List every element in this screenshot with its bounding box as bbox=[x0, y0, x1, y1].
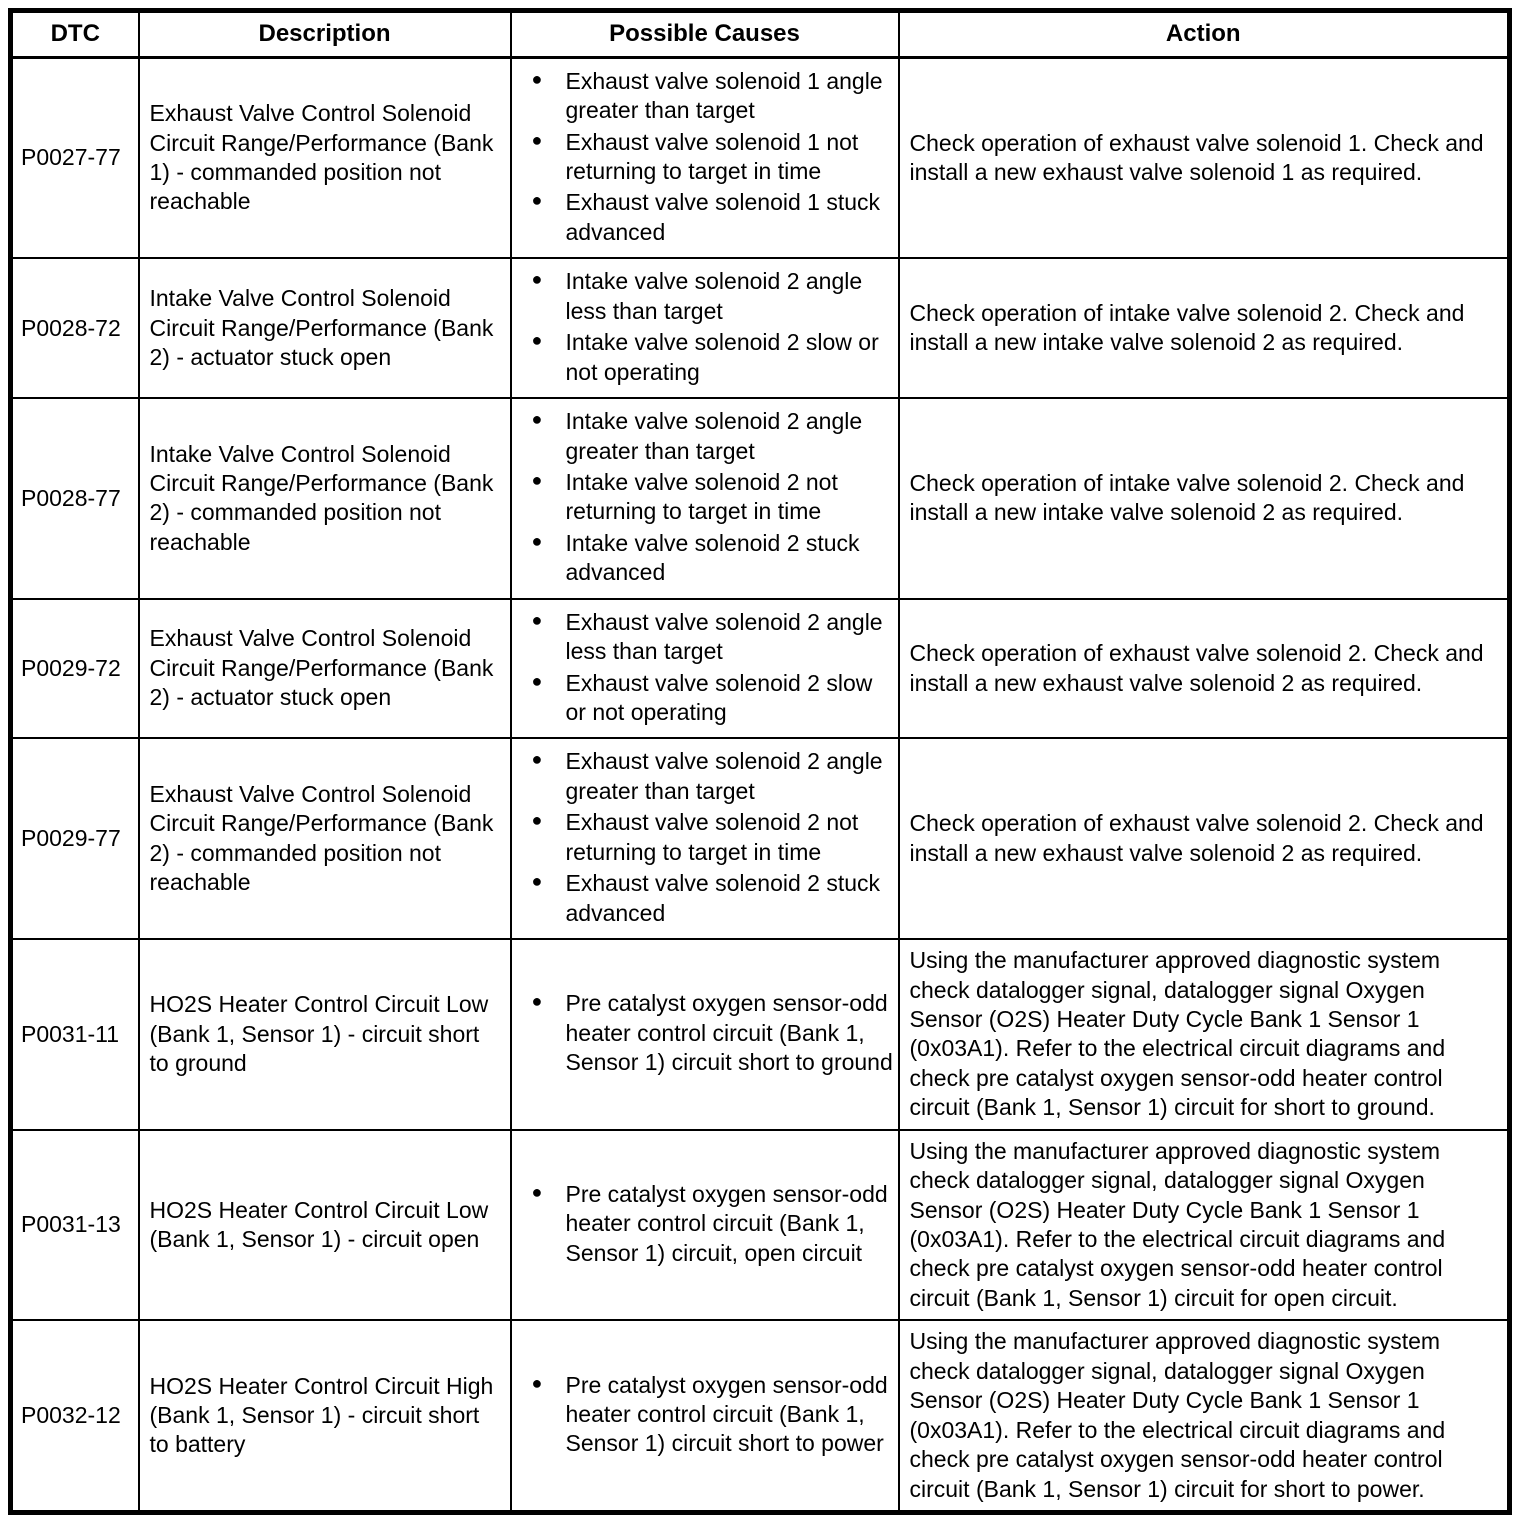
action-cell: Check operation of exhaust valve solenoid 2. Check and install a new exhaust valve solenoid 2 as required. bbox=[899, 599, 1510, 739]
table-row bbox=[11, 398, 1510, 599]
cause-item: ● Exhaust valve solenoid 2 angle greater than target bbox=[518, 747, 894, 806]
cause-item: ● Exhaust valve solenoid 1 angle greater than target bbox=[518, 67, 894, 126]
causes-cell bbox=[511, 738, 899, 939]
dtc-cell: P0028-72 bbox=[11, 258, 139, 398]
causes-cell bbox=[511, 1130, 899, 1321]
header-row bbox=[11, 11, 1510, 58]
action-cell: Check operation of intake valve solenoid 2. Check and install a new intake valve solenoid 2 as required. bbox=[899, 398, 1510, 599]
header-dtc: DTC bbox=[11, 11, 139, 58]
cause-item: ● Intake valve solenoid 2 not returning to target in time bbox=[518, 468, 894, 527]
cause-item: ● Pre catalyst oxygen sensor-odd heater control circuit (Bank 1, Sensor 1) circuit, open circuit bbox=[518, 1180, 894, 1268]
header-action: Action bbox=[899, 11, 1510, 58]
dtc-cell: P0032-12 bbox=[11, 1320, 139, 1512]
causes-cell bbox=[511, 57, 899, 258]
cause-item: ● Exhaust valve solenoid 2 not returning to target in time bbox=[518, 808, 894, 867]
causes-list bbox=[518, 608, 894, 728]
description-cell: Intake Valve Control Solenoid Circuit Range/Performance (Bank 2) - actuator stuck open bbox=[139, 258, 511, 398]
cause-item: ● Exhaust valve solenoid 1 not returning to target in time bbox=[518, 128, 894, 187]
dtc-cell: P0031-11 bbox=[11, 939, 139, 1130]
dtc-table bbox=[8, 8, 1512, 1515]
description-cell: HO2S Heater Control Circuit Low (Bank 1, Sensor 1) - circuit open bbox=[139, 1130, 511, 1321]
description-cell: HO2S Heater Control Circuit Low (Bank 1, Sensor 1) - circuit short to ground bbox=[139, 939, 511, 1130]
causes-list bbox=[518, 1180, 894, 1268]
table-row bbox=[11, 599, 1510, 739]
action-cell: Check operation of exhaust valve solenoid 2. Check and install a new exhaust valve solenoid 2 as required. bbox=[899, 738, 1510, 939]
action-cell: Using the manufacturer approved diagnostic system check datalogger signal, datalogger signal Oxygen Sensor (O2S) Heater Duty Cycle Bank 1 Sensor 1 (0x03A1). Refer to the electrical circuit diagrams and check pre catalyst oxygen sensor-odd heater control circuit (Bank 1, Sensor 1) circuit for short to power. bbox=[899, 1320, 1510, 1512]
causes-list bbox=[518, 407, 894, 588]
causes-cell bbox=[511, 939, 899, 1130]
header-description: Description bbox=[139, 11, 511, 58]
dtc-cell: P0028-77 bbox=[11, 398, 139, 599]
cause-item: ● Intake valve solenoid 2 angle greater than target bbox=[518, 407, 894, 466]
causes-cell bbox=[511, 258, 899, 398]
causes-list bbox=[518, 1371, 894, 1459]
cause-item: ● Exhaust valve solenoid 1 stuck advanced bbox=[518, 188, 894, 247]
description-cell: HO2S Heater Control Circuit High (Bank 1, Sensor 1) - circuit short to battery bbox=[139, 1320, 511, 1512]
header-possible-causes: Possible Causes bbox=[511, 11, 899, 58]
causes-list bbox=[518, 67, 894, 248]
causes-cell bbox=[511, 398, 899, 599]
table-row bbox=[11, 939, 1510, 1130]
causes-list bbox=[518, 267, 894, 387]
action-cell: Check operation of exhaust valve solenoid 1. Check and install a new exhaust valve solenoid 1 as required. bbox=[899, 57, 1510, 258]
cause-item: ● Exhaust valve solenoid 2 slow or not operating bbox=[518, 669, 894, 728]
cause-item: ● Intake valve solenoid 2 stuck advanced bbox=[518, 529, 894, 588]
cause-item: ● Pre catalyst oxygen sensor-odd heater control circuit (Bank 1, Sensor 1) circuit short to power bbox=[518, 1371, 894, 1459]
table-body bbox=[11, 57, 1510, 1512]
causes-cell bbox=[511, 599, 899, 739]
description-cell: Intake Valve Control Solenoid Circuit Range/Performance (Bank 2) - commanded position not reachable bbox=[139, 398, 511, 599]
cause-item: ● Exhaust valve solenoid 2 angle less than target bbox=[518, 608, 894, 667]
cause-item: ● Intake valve solenoid 2 slow or not operating bbox=[518, 328, 894, 387]
table-row bbox=[11, 1130, 1510, 1321]
table-row bbox=[11, 738, 1510, 939]
table-row bbox=[11, 258, 1510, 398]
dtc-cell: P0027-77 bbox=[11, 57, 139, 258]
action-cell: Check operation of intake valve solenoid 2. Check and install a new intake valve solenoid 2 as required. bbox=[899, 258, 1510, 398]
action-cell: Using the manufacturer approved diagnostic system check datalogger signal, datalogger signal Oxygen Sensor (O2S) Heater Duty Cycle Bank 1 Sensor 1 (0x03A1). Refer to the electrical circuit diagrams and check pre catalyst oxygen sensor-odd heater control circuit (Bank 1, Sensor 1) circuit for open circuit. bbox=[899, 1130, 1510, 1321]
description-cell: Exhaust Valve Control Solenoid Circuit Range/Performance (Bank 2) - commanded position not reachable bbox=[139, 738, 511, 939]
description-cell: Exhaust Valve Control Solenoid Circuit Range/Performance (Bank 1) - commanded position not reachable bbox=[139, 57, 511, 258]
causes-list bbox=[518, 989, 894, 1077]
causes-list bbox=[518, 747, 894, 928]
description-cell: Exhaust Valve Control Solenoid Circuit Range/Performance (Bank 2) - actuator stuck open bbox=[139, 599, 511, 739]
causes-cell bbox=[511, 1320, 899, 1512]
dtc-cell: P0029-72 bbox=[11, 599, 139, 739]
dtc-cell: P0029-77 bbox=[11, 738, 139, 939]
dtc-cell: P0031-13 bbox=[11, 1130, 139, 1321]
cause-item: ● Pre catalyst oxygen sensor-odd heater control circuit (Bank 1, Sensor 1) circuit short to ground bbox=[518, 989, 894, 1077]
action-cell: Using the manufacturer approved diagnostic system check datalogger signal, datalogger signal Oxygen Sensor (O2S) Heater Duty Cycle Bank 1 Sensor 1 (0x03A1). Refer to the electrical circuit diagrams and check pre catalyst oxygen sensor-odd heater control circuit (Bank 1, Sensor 1) circuit for short to ground. bbox=[899, 939, 1510, 1130]
cause-item: ● Exhaust valve solenoid 2 stuck advanced bbox=[518, 869, 894, 928]
table-row bbox=[11, 57, 1510, 258]
cause-item: ● Intake valve solenoid 2 angle less than target bbox=[518, 267, 894, 326]
table-row bbox=[11, 1320, 1510, 1512]
